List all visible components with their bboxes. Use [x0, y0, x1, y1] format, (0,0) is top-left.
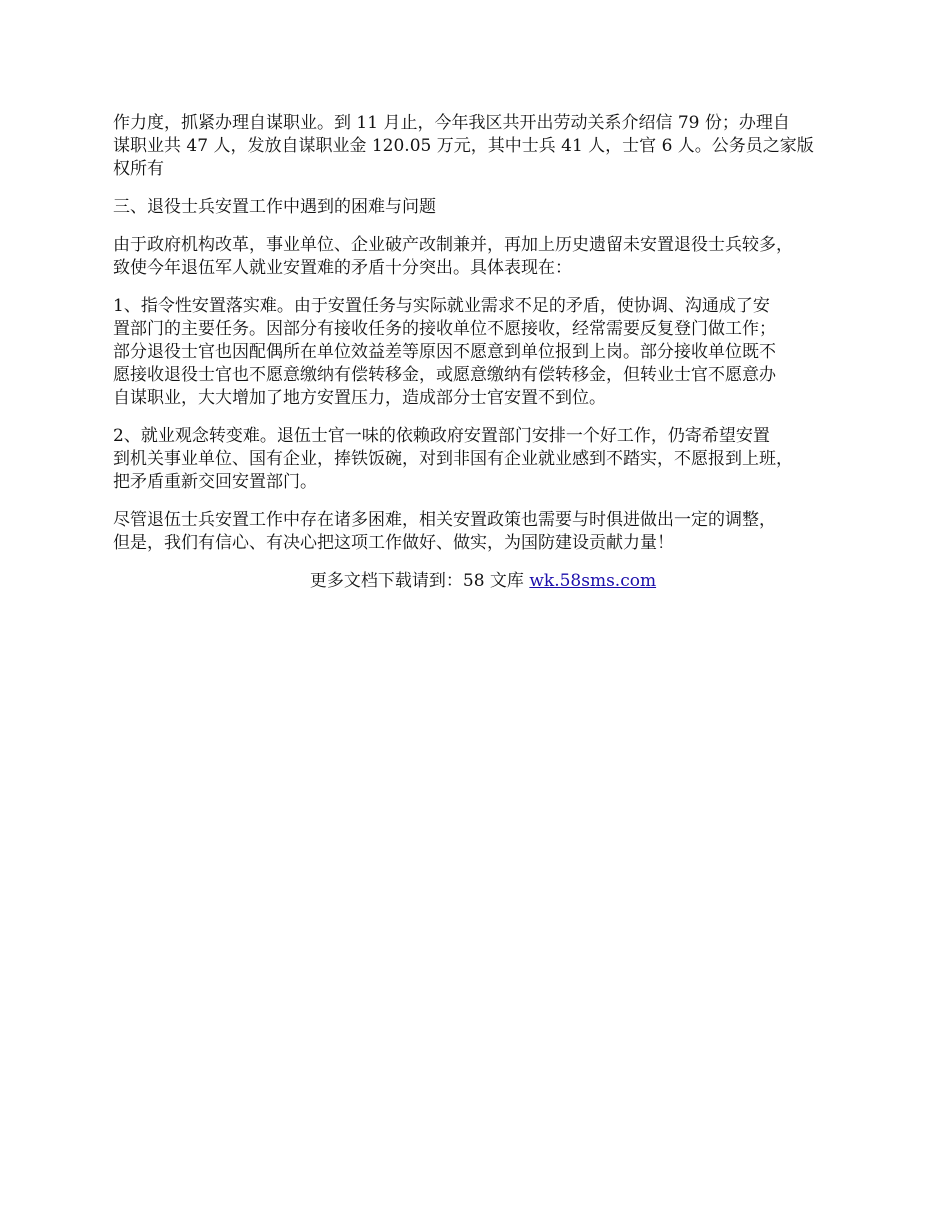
footer-text: 更多文档下载请到：58 文库: [309, 571, 530, 591]
text-line: 把矛盾重新交回安置部门。: [113, 472, 317, 492]
text-line: 2、就业观念转变难。退伍士官一味的依赖政府安置部门安排一个好工作，仍寄希望安置: [113, 426, 770, 446]
text-line: 由于政府机构改革，事业单位、企业破产改制兼并，再加上历史遗留未安置退役士兵较多，: [113, 235, 793, 255]
text-line: 致使今年退伍军人就业安置难的矛盾十分突出。具体表现在：: [113, 258, 572, 278]
text-line: 尽管退伍士兵安置工作中存在诸多困难，相关安置政策也需要与时俱进做出一定的调整，: [113, 510, 776, 530]
paragraph-item-1: [113, 295, 853, 410]
footer-link[interactable]: wk.58sms.com: [529, 571, 657, 591]
text-line: 作力度，抓紧办理自谋职业。到 11 月止，今年我区共开出劳动关系介绍信 79 份；办理自: [113, 113, 790, 133]
text-line: 谋职业共 47 人，发放自谋职业金 120.05 万元，其中士兵 41 人，士官 6 人。公务员之家版: [113, 136, 814, 156]
text-line: 置部门的主要任务。因部分有接收任务的接收单位不愿接收，经常需要反复登门做工作；: [113, 319, 776, 339]
heading-text: 三、退役士兵安置工作中遇到的困难与问题: [113, 197, 436, 217]
text-line: 自谋职业，大大增加了地方安置压力，造成部分士官安置不到位。: [113, 388, 606, 408]
text-line: 1、指令性安置落实难。由于安置任务与实际就业需求不足的矛盾，使协调、沟通成了安: [113, 296, 770, 316]
paragraph-conclusion: [113, 509, 853, 555]
text-line: 但是，我们有信心、有决心把这项工作做好、做实，为国防建设贡献力量！: [113, 533, 674, 553]
text-line: 到机关事业单位、国有企业，捧铁饭碗，对到非国有企业就业感到不踏实，不愿报到上班，: [113, 449, 793, 469]
paragraph-intro: [113, 234, 853, 280]
section-heading: [113, 196, 853, 219]
text-line: 愿接收退役士官也不愿意缴纳有偿转移金，或愿意缴纳有偿转移金，但转业士官不愿意办: [113, 365, 776, 385]
text-line: 权所有: [113, 159, 164, 179]
text-line: 部分退役士官也因配偶所在单位效益差等原因不愿意到单位报到上岗。部分接收单位既不: [113, 342, 776, 362]
paragraph-self-employment: [113, 112, 853, 181]
paragraph-item-2: [113, 425, 853, 494]
document-body: [113, 112, 853, 593]
download-footer: [113, 570, 853, 593]
